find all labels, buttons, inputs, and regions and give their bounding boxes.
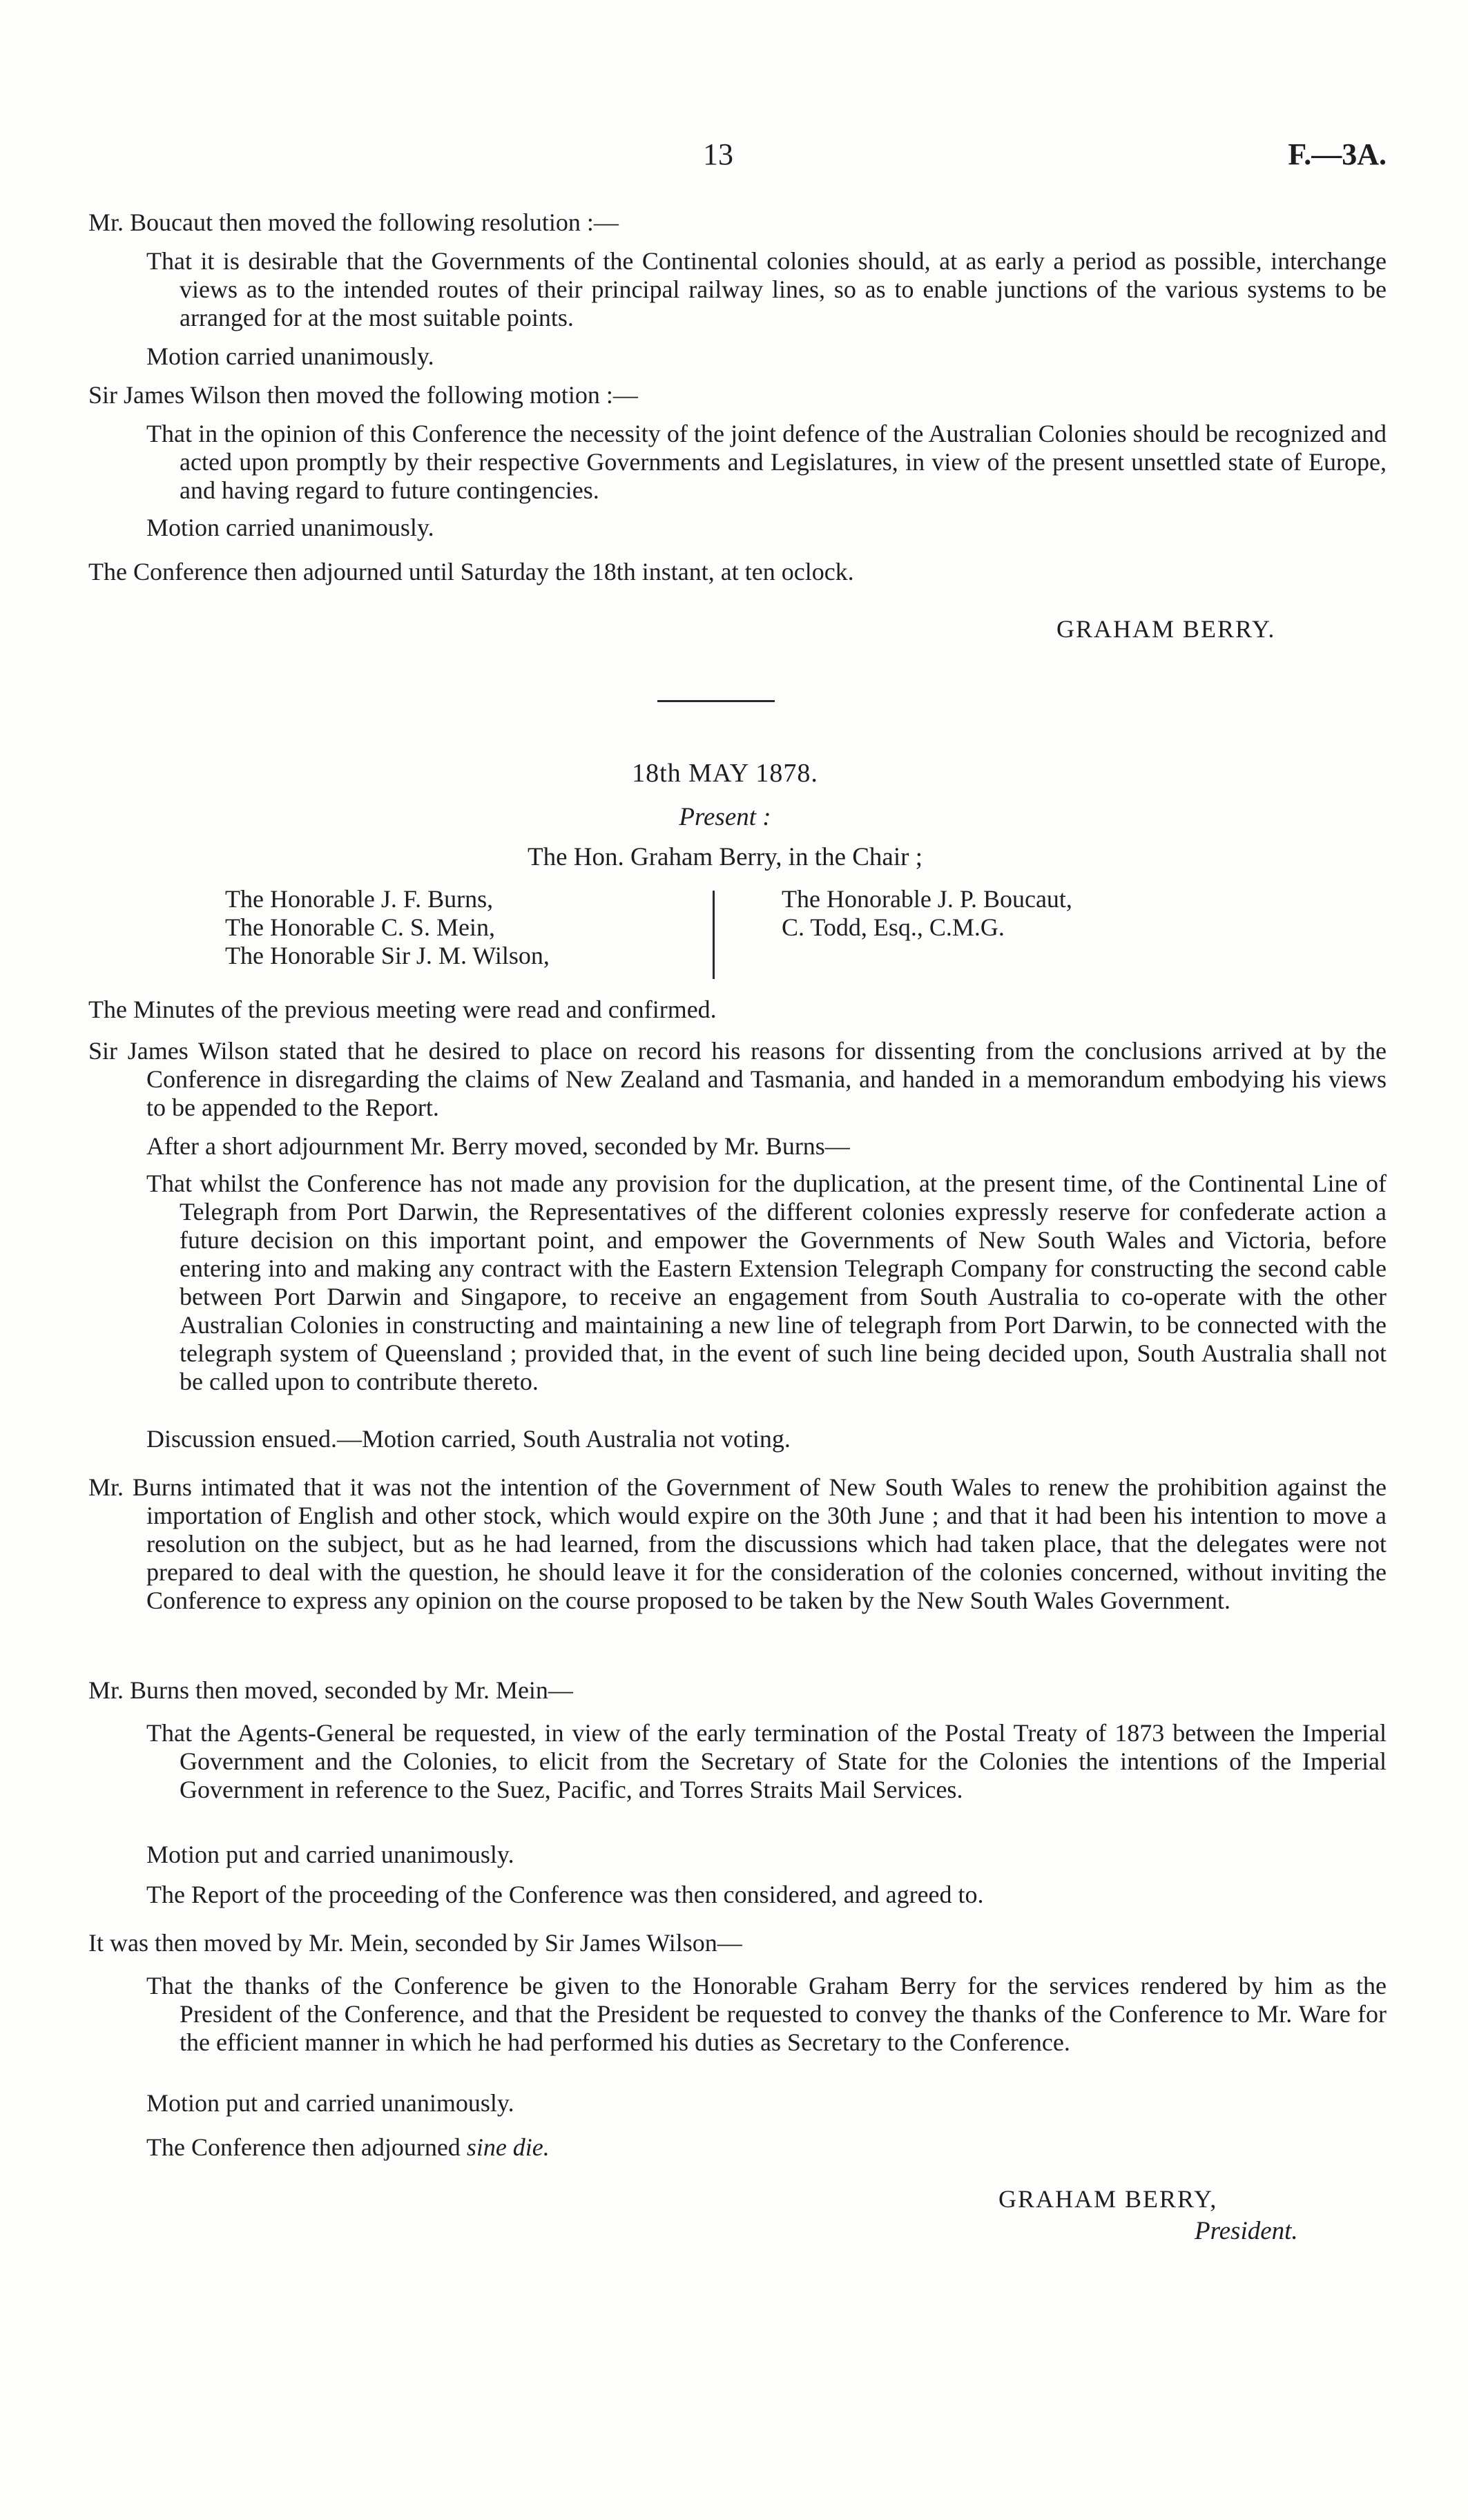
adjourned-text: The Conference then adjourned [146,2133,461,2161]
attendee: The Honorable J. F. Burns, [225,885,494,913]
burns-intimated: Mr. Burns intimated that it was not the intention of the Government of New South Wales to renew the prohibition against the importation of English and other stock, which would expire on the 30th June ; and that it had been his intention to move a resolution on the subject, but as he had learned, from the discussions which had taken place, that the delegates were not prepared to deal with the question, he should leave it for the consideration of the colonies concerned, without inviting the Conference to express any opinion on the course proposed to be taken by the New South Wales Government. [88,1473,1387,1614]
berry-moved: After a short adjournment Mr. Berry moved, seconded by Mr. Burns— [146,1132,850,1160]
adjourned-sine-die [146,2133,1387,2162]
discussion-ensued: Discussion ensued.—Motion carried, South Australia not voting. [146,1425,791,1453]
boucaut-moved: Mr. Boucaut then moved the following resolution :— [88,209,619,236]
chair-line: The Hon. Graham Berry, in the Chair ; [528,843,923,871]
attendee: The Honorable Sir J. M. Wilson, [225,942,550,969]
section-divider [657,700,775,702]
thanks-resolution: That the thanks of the Conference be given to the Honorable Graham Berry for the services rendered by him as the President of the Conference, and that the President be requested to convey the thanks of the Conference to Mr. Ware for the efficient manner in which he had performed his duties as Secretary to the Conference. [146,1972,1387,2056]
motion-carried-1: Motion carried unanimously. [146,342,434,370]
adjournment-notice: The Conference then adjourned until Saturday the 18th instant, at ten oclock. [88,558,854,585]
signature-president-name: GRAHAM BERRY, [998,2185,1218,2213]
minutes-confirmed: The Minutes of the previous meeting were read and confirmed. [88,996,717,1023]
defence-resolution: That in the opinion of this Conference the necessity of the joint defence of the Australian Colonies should be recognized and acted upon promptly by their respective Governments and Legislatures, in view of the present unsettled state of Europe, and having regard to future contingencies. [146,420,1387,504]
postal-resolution: That the Agents-General be requested, in view of the early termination of the Postal Treaty of 1873 between the Imperial Government and the Colonies, to elicit from the Secretary of State for the Colonies the intentions of the Imperial Government in reference to the Suez, Pacific, and Torres Straits Mail Services. [146,1719,1387,1803]
attendee: The Honorable J. P. Boucaut, [782,885,1072,913]
attendees-left [225,885,550,970]
page-number: 13 [703,137,733,171]
railway-resolution: That it is desirable that the Governments of the Continental colonies should, at as early a period as possible, interchange views as to the intended routes of their principal railway lines, so as to enable junctions of the various systems to be arranged for at the most suitable points. [146,247,1387,331]
attendee-column-divider [713,891,715,979]
document-reference: F.—3A. [1288,137,1387,171]
signature-graham-berry: GRAHAM BERRY. [1056,615,1276,643]
attendees-right [782,885,1072,942]
burns-moved: Mr. Burns then moved, seconded by Mr. Mein— [88,1676,573,1704]
present-heading: Present : [679,803,771,831]
meeting-date: 18th MAY 1878. [632,759,818,788]
wilson-dissent: Sir James Wilson stated that he desired to place on record his reasons for dissenting from the conclusions arrived at by the Conference in disregarding the claims of New Zealand and Tasmania, and handed in a memorandum embodying his views to be appended to the Report. [88,1037,1387,1121]
sine-die: sine die. [466,2133,550,2161]
telegraph-resolution: That whilst the Conference has not made any provision for the duplication, at the present time, of the Continental Line of Telegraph from Port Darwin, the Representatives of the different colonies expressly reserve for confederate action a future decision on this important point, and empower the Governments of New South Wales and Victoria, before entering into and making any contract with the Eastern Extension Telegraph Company for constructing the second cable between Port Darwin and Singapore, to receive an engagement from South Australia to co-operate with the other Australian Colonies in constructing and maintaining a new line of telegraph from Port Darwin, to be connected with the telegraph system of Queensland ; provided that, in the event of such line being decided upon, South Australia shall not be called upon to contribute thereto. [146,1170,1387,1395]
motion-carried-4: Motion put and carried unanimously. [146,2089,514,2117]
motion-carried-2: Motion carried unanimously. [146,514,434,541]
motion-carried-3: Motion put and carried unanimously. [146,1841,514,1868]
report-considered: The Report of the proceeding of the Conference was then considered, and agreed to. [146,1881,984,1908]
wilson-moved: Sir James Wilson then moved the following motion :— [88,381,638,409]
attendee: C. Todd, Esq., C.M.G. [782,913,1005,941]
signature-president-title: President. [1195,2217,1298,2245]
attendee: The Honorable C. S. Mein, [225,913,495,941]
mein-moved: It was then moved by Mr. Mein, seconded by Sir James Wilson— [88,1929,742,1957]
